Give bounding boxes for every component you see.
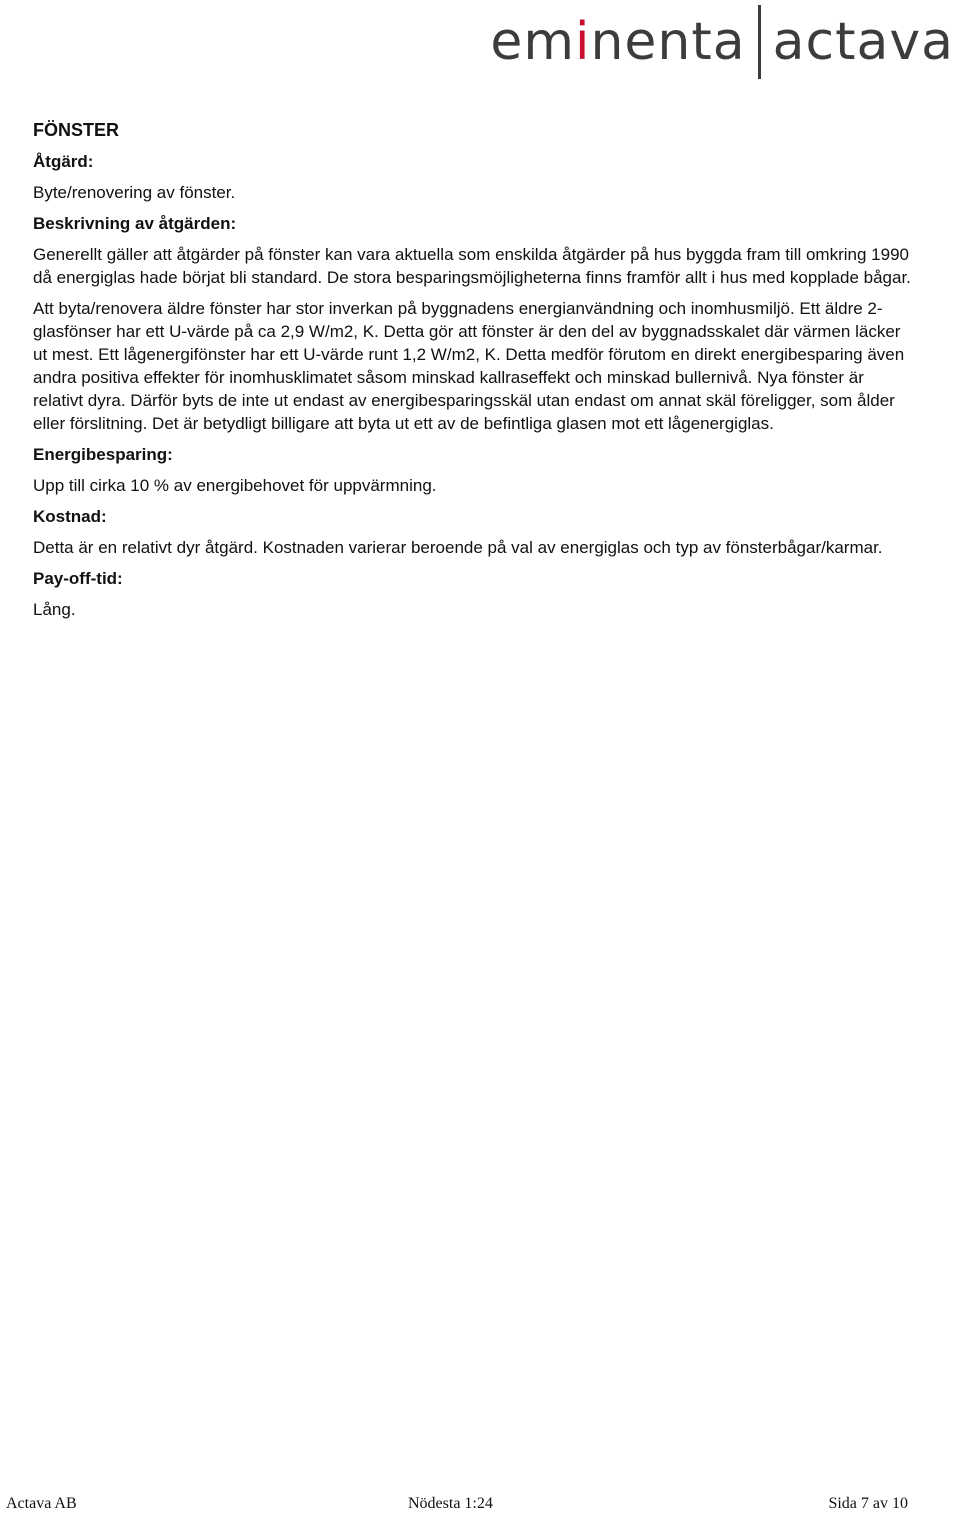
energibesparing-text: Upp till cirka 10 % av energibehovet för uppvärmning. [33,476,437,495]
payoff-text: Lång. [33,600,76,619]
energibesparing-heading: Energibesparing: [33,445,173,464]
kostnad-heading: Kostnad: [33,507,107,526]
kostnad-text: Detta är en relativt dyr åtgärd. Kostnaden varierar beroende på val av energiglas och typ av fönsterbågar/karmar. [33,538,883,557]
beskrivning-paragraph-1: Generellt gäller att åtgärder på fönster kan vara aktuella som enskilda åtgärder på hus byggda fram till omkring 1990 då energiglas hade börjat bli standard. De stora besparingsmöjligheterna finns framför allt i hus med kopplade bågar. [33,245,911,287]
beskrivning-heading: Beskrivning av åtgärden: [33,214,237,233]
company-logo [490,4,954,80]
page-title: FÖNSTER [33,120,120,140]
atgard-heading: Åtgärd: [33,152,94,171]
logo-divider [758,5,761,79]
payoff-heading: Pay-off-tid: [33,569,123,588]
atgard-text: Byte/renovering av fönster. [33,183,236,202]
logo-text-actava: actava [772,12,954,72]
footer-page-number: Sida 7 av 10 [828,1495,908,1512]
footer-company: Actava AB [6,1495,77,1512]
logo-text-eminenta: eminenta [490,12,746,72]
document-body [33,119,913,629]
beskrivning-paragraph-2: Att byta/renovera äldre fönster har stor inverkan på byggnadens energianvändning och inomhusmiljö. Ett äldre 2-glasfönser har ett U-värde på ca 2,9 W/m2, K. Detta gör att fönster är den del av byggnadsskalet där värmen läcker ut mest. Ett lågenergifönster har ett U-värde runt 1,2 W/m2, K. Detta medför förutom en direkt energibesparing även andra positiva effekter för inomhusklimatet såsom minskad kallraseffekt och minskad bullernivå. Nya fönster är relativt dyra. Därför byts de inte ut endast av energibesparingsskäl utan endast om annat skäl föreligger, som ålder eller förslitning. Det är betydligt billigare att byta ut ett av de befintliga glasen mot ett lågenergiglas. [33,299,905,433]
footer-property: Nödesta 1:24 [408,1495,493,1512]
